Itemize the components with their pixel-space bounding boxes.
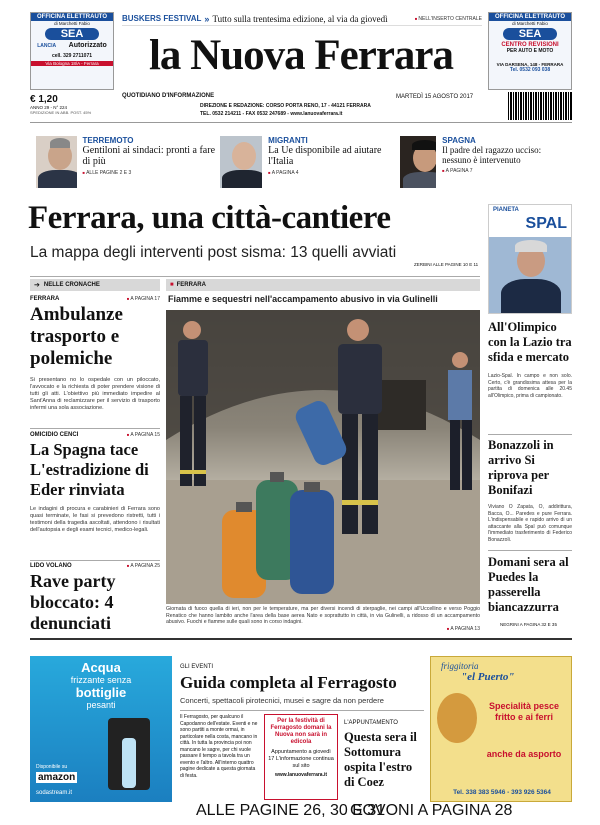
story-body: Lazio-Spal. In campo e non solo. Certo, c'è grandissima attesa per la partita di domenica alle 20.45 all'Olimpico, prima di campionato. [488, 373, 572, 399]
ad-text-6: amazon [38, 772, 76, 783]
appuntamento-kicker: L'APPUNTAMENTO [344, 720, 398, 726]
masthead-tagline: QUOTIDIANO D'INFORMAZIONE [122, 93, 215, 99]
arrow-right-icon: ■ [170, 282, 174, 288]
events-box-title: Per la festività di Ferragosto domani la Nuova non sarà in edicola [270, 718, 332, 745]
story-headline: Bonazzoli in arrivo Si riprova per Bonifazi [488, 438, 554, 497]
appuntamento-headline[interactable]: Questa sera il Sottomura ospita l'estro di Coez [344, 730, 417, 789]
ad-right-line1: OFFICINA ELETTRAUTO [489, 13, 571, 21]
appuntamento-ref: GOVONI A PAGINA 28 [350, 802, 513, 819]
events-rule [180, 710, 424, 711]
price-box [30, 94, 120, 115]
cronache-bar[interactable] [30, 279, 160, 291]
photo-fire-camp[interactable] [166, 310, 480, 604]
ad-right-line4: PER AUTO E MOTO [506, 48, 554, 54]
ad-puerto-l4: anche da asporto [486, 749, 562, 759]
top-banner-text: Tutto sulla trentesima edizione, al via da giovedì [212, 13, 388, 24]
story-ambulanze[interactable] [30, 296, 160, 412]
ad-puerto-l1: friggitoria [441, 661, 479, 671]
ad-right-line6: Tel. 0532 093 038 [509, 67, 551, 73]
ad-right-line2: di Marchetti Fabio [512, 21, 548, 26]
ad-puerto-l5: Tel. 338 383 5946 - 393 926 5364 [453, 789, 551, 796]
top-banner-label: BUSKERS FESTIVAL [122, 14, 202, 23]
teaser-ref: ■ A PAGINA 7 [442, 168, 572, 174]
divider [30, 560, 160, 561]
teaser-label: MIGRANTI [268, 136, 308, 145]
photo-migranti [220, 136, 262, 188]
photo-spal-coach [489, 237, 571, 314]
ad-left-text: Autorizzato [68, 42, 107, 49]
story-kicker: FERRARA [30, 296, 60, 302]
spal-label: SPAL [525, 215, 567, 232]
ad-left-line3: cell. 329 2711071 [51, 53, 93, 59]
spal-story-olimpico[interactable] [488, 320, 572, 399]
story-headline: Ambulanze trasporto e polemiche [30, 304, 123, 369]
story-body: Le indagini di procura e carabinieri di Ferrara sono quasi terminate, le fasi si prevedono ristretti, tutti i testimoni della tragedia ascoltati, attendono i risultati dell'autopsia e degli esami tecnici, medico-legali. [30, 506, 160, 533]
ad-left[interactable] [30, 12, 114, 90]
fish-icon [437, 693, 477, 743]
ad-text-4: pesanti [86, 700, 116, 710]
photo-gentiloni [36, 136, 77, 188]
ad-right-logo: SEA [503, 28, 557, 40]
events-box-text: Appuntamento a giovedì 17 L'informazione continua sul sito [268, 749, 334, 769]
pianeta-label: PIANETA [493, 207, 519, 213]
story-headline: Domani sera al Puedes la passerella biancazzurra [488, 555, 569, 614]
ad-text-1: Acqua [81, 660, 121, 675]
story-rave[interactable] [30, 563, 160, 634]
story-kicker: LIDO VOLANO [30, 563, 72, 569]
teaser-terremoto[interactable] [36, 136, 216, 192]
ad-left-brand: LANCIA [37, 42, 57, 49]
teaser-ref: ■ A PAGINA 4 [268, 170, 392, 176]
bottom-rule [30, 638, 572, 640]
barcode [508, 92, 572, 120]
events-ref: ALLE PAGINE 26, 30 E 31 [196, 802, 386, 819]
lead-headline[interactable]: Ferrara, una città-cantiere [28, 200, 391, 236]
caption-text: Giornata di fuoco quella di ieri, non per le temperature, ma per diversi incendi di sterpaglie, nei campi all'Uccellino e verso Poggio Renatico che hanno lambito anche l'area della base aerea Nato e soprattutto in città, in via Gulinelli, a ridosso di un accampamento abusivo. Fuochi e fiamme sulle quali sono in corso indagini. [166, 606, 480, 625]
divider [488, 434, 572, 435]
price-issue: ANNO 29 - N° 224 [30, 105, 68, 110]
ferrara-tag-label: FERRARA [176, 282, 206, 288]
story-headline: All'Olimpico con la Lazio tra sfida e mercato [488, 320, 572, 364]
divider [30, 428, 160, 429]
arrow-right-icon: ➔ [34, 282, 40, 289]
teaser-label: TERREMOTO [82, 136, 134, 145]
story-ref: ■ A PAGINA 15 [127, 432, 160, 438]
teaser-migranti[interactable] [220, 136, 392, 192]
ad-right-line5: VIA DARSENA, 148 - FERRARA [496, 62, 564, 67]
spal-ref: NEGRINI A PAGINA 32 E 35 [500, 622, 557, 627]
teaser-title: Il padre del ragazzo ucciso: nessuno è intervenuto [442, 145, 542, 165]
events-body: Il Ferragosto, per qualcuno il Capodanno dell'estate. Eventi e ne sono partiti a monte ormai, in particolare nella costa, mancano in città. In tutta la provincia poi non mancano le sagre, per chi vuole passare il tempo a tavola tra un evento e l'altro. All'interno quattro pagine dedicate a questa giornata di festa. [180, 714, 258, 779]
story-eder[interactable] [30, 432, 160, 548]
story-ref: ■ A PAGINA 17 [127, 296, 160, 302]
lead-subhead: La mappa degli interventi post sisma: 13 quelli avviati [30, 244, 397, 261]
ad-left-line1: OFFICINA ELETTRAUTO [31, 13, 113, 21]
ferrara-tag [166, 279, 480, 291]
events-box[interactable] [264, 714, 338, 800]
top-banner[interactable] [122, 12, 482, 26]
masthead-contacts: TEL. 0532 214211 - FAX 0532 247689 - www.lanuovaferrara.it [200, 111, 343, 117]
ad-puerto-l2: "el Puerto" [461, 671, 515, 683]
story-kicker: OMICIDIO CENCI [30, 432, 79, 438]
masthead-rule [30, 122, 572, 123]
ad-text-7: sodastream.it [36, 790, 73, 796]
ad-text-5: Disponibile su [36, 764, 68, 770]
photo-padre [400, 136, 436, 188]
teaser-label: SPAGNA [442, 136, 476, 145]
events-subhead: Concerti, spettacoli pirotecnici, musei e sagre da non perdere [180, 696, 384, 705]
story-headline: La Spagna tace L'estradizione di Eder rinviata [30, 440, 149, 499]
spal-story-bonazzoli[interactable] [488, 438, 572, 543]
masthead-title: la Nuova Ferrara [148, 32, 454, 79]
teaser-title: Gentiloni ai sindaci: pronti a fare di più [82, 145, 216, 167]
teaser-title: La Ue disponibile ad aiutare l'Italia [268, 145, 382, 167]
lead-ref: ZERBINI ALLE PAGINE 10 E 11 [414, 262, 479, 267]
chevron-right-icon: » [204, 13, 210, 24]
divider [488, 550, 572, 551]
masthead-date: MARTEDÌ 15 AGOSTO 2017 [396, 94, 474, 100]
ad-right[interactable] [488, 12, 572, 90]
events-box-site[interactable]: www.lanuovaferrara.it [274, 772, 328, 778]
ad-puerto-l3: Specialità pesce fritto e ai ferri [488, 701, 560, 722]
ad-left-line2: di Marchetti Fabio [54, 21, 90, 26]
events-headline[interactable]: Guida completa al Ferragosto [180, 673, 397, 692]
caption-ref: ■ A PAGINA 13 [166, 626, 480, 632]
center-headline[interactable]: Fiamme e sequestri nell'accampamento abusivo in via Gulinelli [168, 294, 438, 304]
center-caption [166, 606, 480, 632]
story-body: Viviano O Zapata, O, addirittura, Bacca, O... Paredes e pure Ferrara. L'indispensabile e rapido arrivo di un attaccante alla Spal può comunque l'immediato trasferimento di Federico Bonazzoli. [488, 504, 572, 543]
ad-left-line4: Via Bologna 18/A - Ferrara [31, 61, 113, 66]
bottle-icon [122, 738, 136, 788]
top-banner-ref: ■ NELL'INSERTO CENTRALE [415, 16, 482, 22]
ad-text-3: bottiglie [75, 685, 127, 700]
photo-scene [166, 310, 480, 604]
price-value: € 1,20 [30, 94, 58, 105]
teaser-spagna[interactable] [400, 136, 572, 192]
price-note: SPEDIZIONE IN ABB. POST. 45% [30, 110, 92, 115]
lead-rule [30, 276, 480, 277]
ad-el-puerto[interactable] [430, 656, 572, 802]
ad-sodastream[interactable] [30, 656, 172, 802]
ad-right-line3: CENTRO REVISIONI [501, 42, 559, 48]
story-body: Si presentano no lo ospedale con un piloccato, l'avvocato e la richiesta di poter prendere visione di tutti gli atti. L'obiettivo più immediato impedire al Sant'Anna di reclamizzare per il servizio di trasporto infermi una sola associazione. [30, 377, 160, 411]
teaser-ref: ■ ALLE PAGINE 2 E 3 [83, 170, 216, 176]
ad-text-2: frizzante senza [70, 675, 132, 685]
story-headline: Rave party bloccato: 4 denunciati [30, 571, 116, 633]
cronache-label: NELLE CRONACHE [43, 282, 100, 288]
spal-story-puedes[interactable] [488, 555, 572, 615]
events-kicker: GLI EVENTI [180, 664, 214, 670]
ad-left-logo: SEA [45, 28, 99, 40]
story-ref: ■ A PAGINA 25 [127, 563, 160, 569]
pianeta-spal[interactable] [488, 204, 572, 314]
masthead-address: DIREZIONE E REDAZIONE: CORSO PORTA RENO, 17 - 44121 FERRARA [200, 103, 371, 109]
